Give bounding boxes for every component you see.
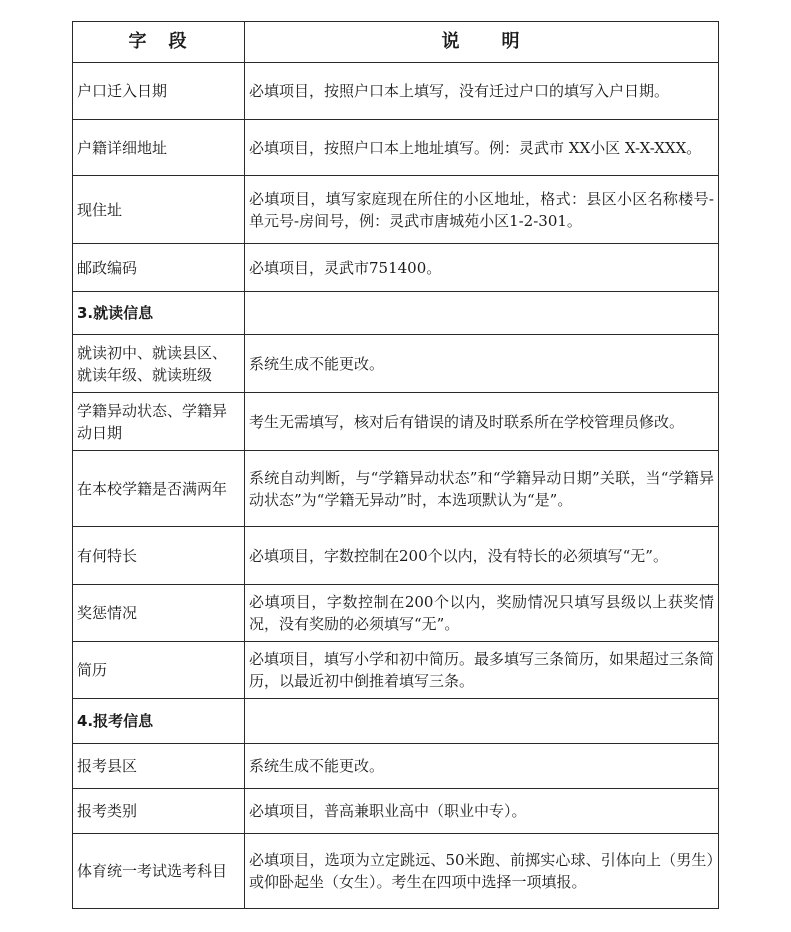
row-desc <box>245 699 719 744</box>
row-field: 报考类别 <box>73 789 245 834</box>
table-row <box>73 176 719 244</box>
row-field: 户口迁入日期 <box>73 63 245 120</box>
table-row <box>73 120 719 176</box>
row-desc: 考生无需填写，核对后有错误的请及时联系所在学校管理员修改。 <box>245 393 719 451</box>
header-desc: 说 明 <box>245 22 719 63</box>
row-desc: 必填项目，字数控制在200个以内，奖励情况只填写县级以上获奖情况，没有奖励的必须填写“无”。 <box>245 585 719 642</box>
table-row <box>73 527 719 585</box>
table-row <box>73 393 719 451</box>
row-field: 报考县区 <box>73 744 245 789</box>
row-desc: 必填项目，普高兼职业高中（职业中专）。 <box>245 789 719 834</box>
table-row <box>73 789 719 834</box>
row-desc: 必填项目，填写家庭现在所住的小区地址，格式：县区小区名称楼号-单元号-房间号，例：灵武市唐城苑小区1-2-301。 <box>245 176 719 244</box>
table-row <box>73 585 719 642</box>
table-row <box>73 335 719 393</box>
section-title: 3.就读信息 <box>73 292 245 335</box>
table-row <box>73 244 719 292</box>
row-desc: 系统自动判断，与“学籍异动状态”和“学籍异动日期”关联，当“学籍异动状态”为“学籍无异动”时，本选项默认为“是”。 <box>245 451 719 527</box>
table-row <box>73 63 719 120</box>
row-desc <box>245 292 719 335</box>
row-desc: 必填项目，按照户口本上填写，没有迁过户口的填写入户日期。 <box>245 63 719 120</box>
row-desc: 必填项目，字数控制在200个以内，没有特长的必须填写“无”。 <box>245 527 719 585</box>
section-row <box>73 292 719 335</box>
row-desc: 系统生成不能更改。 <box>245 744 719 789</box>
row-field: 在本校学籍是否满两年 <box>73 451 245 527</box>
table-row <box>73 451 719 527</box>
row-field: 邮政编码 <box>73 244 245 292</box>
row-field: 现住址 <box>73 176 245 244</box>
section-row <box>73 699 719 744</box>
row-field: 学籍异动状态、学籍异动日期 <box>73 393 245 451</box>
table-row <box>73 642 719 699</box>
row-field: 体育统一考试选考科目 <box>73 834 245 909</box>
row-field: 奖惩情况 <box>73 585 245 642</box>
row-field: 户籍详细地址 <box>73 120 245 176</box>
row-desc: 必填项目，按照户口本上地址填写。例：灵武市 XX小区 X-X-XXX。 <box>245 120 719 176</box>
row-desc: 系统生成不能更改。 <box>245 335 719 393</box>
section-title: 4.报考信息 <box>73 699 245 744</box>
row-desc: 必填项目，灵武市751400。 <box>245 244 719 292</box>
row-desc: 必填项目，选项为立定跳远、50米跑、前掷实心球、引体向上（男生）或仰卧起坐（女生）。考生在四项中选择一项填报。 <box>245 834 719 909</box>
field-description-table <box>72 21 719 909</box>
table-row <box>73 834 719 909</box>
row-field: 有何特长 <box>73 527 245 585</box>
row-field: 就读初中、就读县区、就读年级、就读班级 <box>73 335 245 393</box>
header-field: 字 段 <box>73 22 245 63</box>
row-field: 简历 <box>73 642 245 699</box>
table-row <box>73 744 719 789</box>
table-header-row <box>73 22 719 63</box>
row-desc: 必填项目，填写小学和初中简历。最多填写三条简历，如果超过三条简历，以最近初中倒推着填写三条。 <box>245 642 719 699</box>
